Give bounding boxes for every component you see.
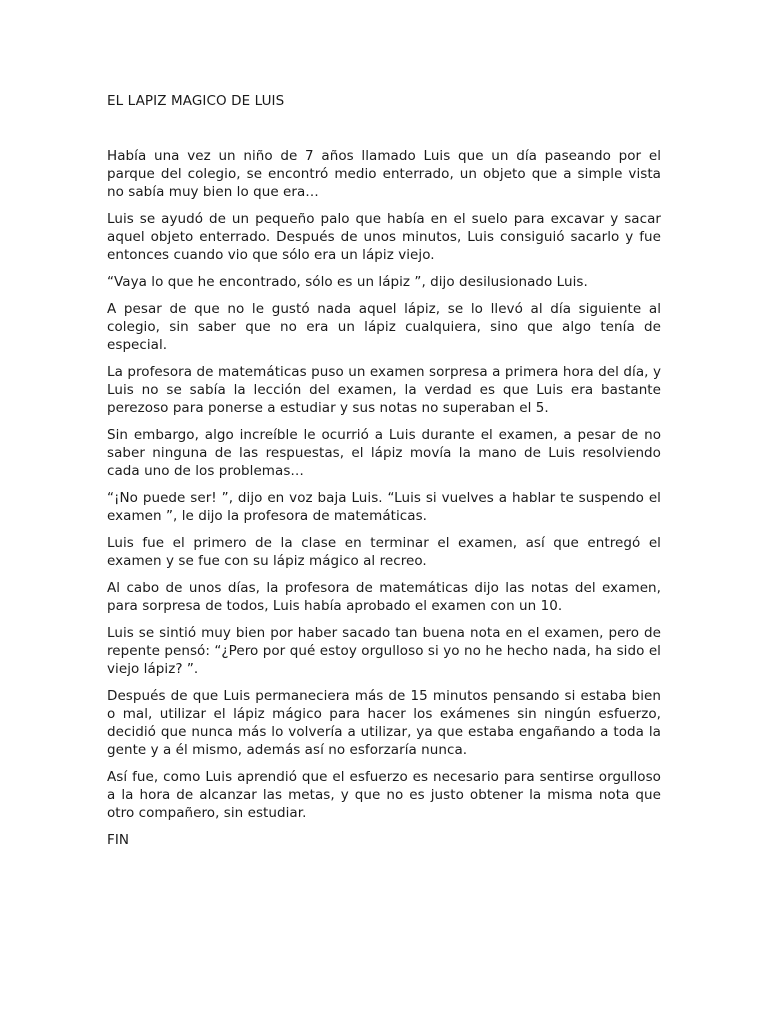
story-body bbox=[107, 147, 661, 849]
paragraph: Así fue, como Luis aprendió que el esfuerzo es necesario para sentirse orgulloso a la hora de alcanzar las metas, y que no es justo obtener la misma nota que otro compañero, sin estudiar. bbox=[107, 769, 661, 821]
paragraph: Sin embargo, algo increíble le ocurrió a Luis durante el examen, a pesar de no saber ninguna de las respuestas, el lápiz movía la mano de Luis resolviendo cada uno de los problemas… bbox=[107, 427, 661, 479]
paragraph: Después de que Luis permaneciera más de 15 minutos pensando si estaba bien o mal, utilizar el lápiz mágico para hacer los exámenes sin ningún esfuerzo, decidió que nunca más lo volvería a utilizar, ya que estaba engañando a toda la gente y a él mismo, además así no esforzaría nunca. bbox=[107, 688, 661, 758]
paragraph: Había una vez un niño de 7 años llamado Luis que un día paseando por el parque del colegio, se encontró medio enterrado, un objeto que a simple vista no sabía muy bien lo que era… bbox=[107, 148, 661, 200]
paragraph: La profesora de matemáticas puso un examen sorpresa a primera hora del día, y Luis no se sabía la lección del examen, la verdad es que Luis era bastante perezoso para ponerse a estudiar y sus notas no superaban el 5. bbox=[107, 364, 661, 416]
closing-word: FIN bbox=[107, 832, 129, 848]
paragraph: Al cabo de unos días, la profesora de matemáticas dijo las notas del examen, para sorpresa de todos, Luis había aprobado el examen con un 10. bbox=[107, 580, 661, 614]
paragraph: “Vaya lo que he encontrado, sólo es un lápiz ”, dijo desilusionado Luis. bbox=[107, 274, 588, 290]
paragraph: “¡No puede ser! ”, dijo en voz baja Luis. “Luis si vuelves a hablar te suspendo el examen ”, le dijo la profesora de matemáticas. bbox=[107, 490, 661, 524]
document-title: EL LAPIZ MAGICO DE LUIS bbox=[107, 93, 285, 109]
paragraph: Luis se sintió muy bien por haber sacado tan buena nota en el examen, pero de repente pensó: “¿Pero por qué estoy orgulloso si yo no he hecho nada, ha sido el viejo lápiz? ”. bbox=[107, 625, 661, 677]
paragraph: Luis se ayudó de un pequeño palo que había en el suelo para excavar y sacar aquel objeto enterrado. Después de unos minutos, Luis consiguió sacarlo y fue entonces cuando vio que sólo era un lápiz viejo. bbox=[107, 211, 661, 263]
paragraph: A pesar de que no le gustó nada aquel lápiz, se lo llevó al día siguiente al colegio, sin saber que no era un lápiz cualquiera, sino que algo tenía de especial. bbox=[107, 301, 661, 353]
paragraph: Luis fue el primero de la clase en terminar el examen, así que entregó el examen y se fue con su lápiz mágico al recreo. bbox=[107, 535, 661, 569]
